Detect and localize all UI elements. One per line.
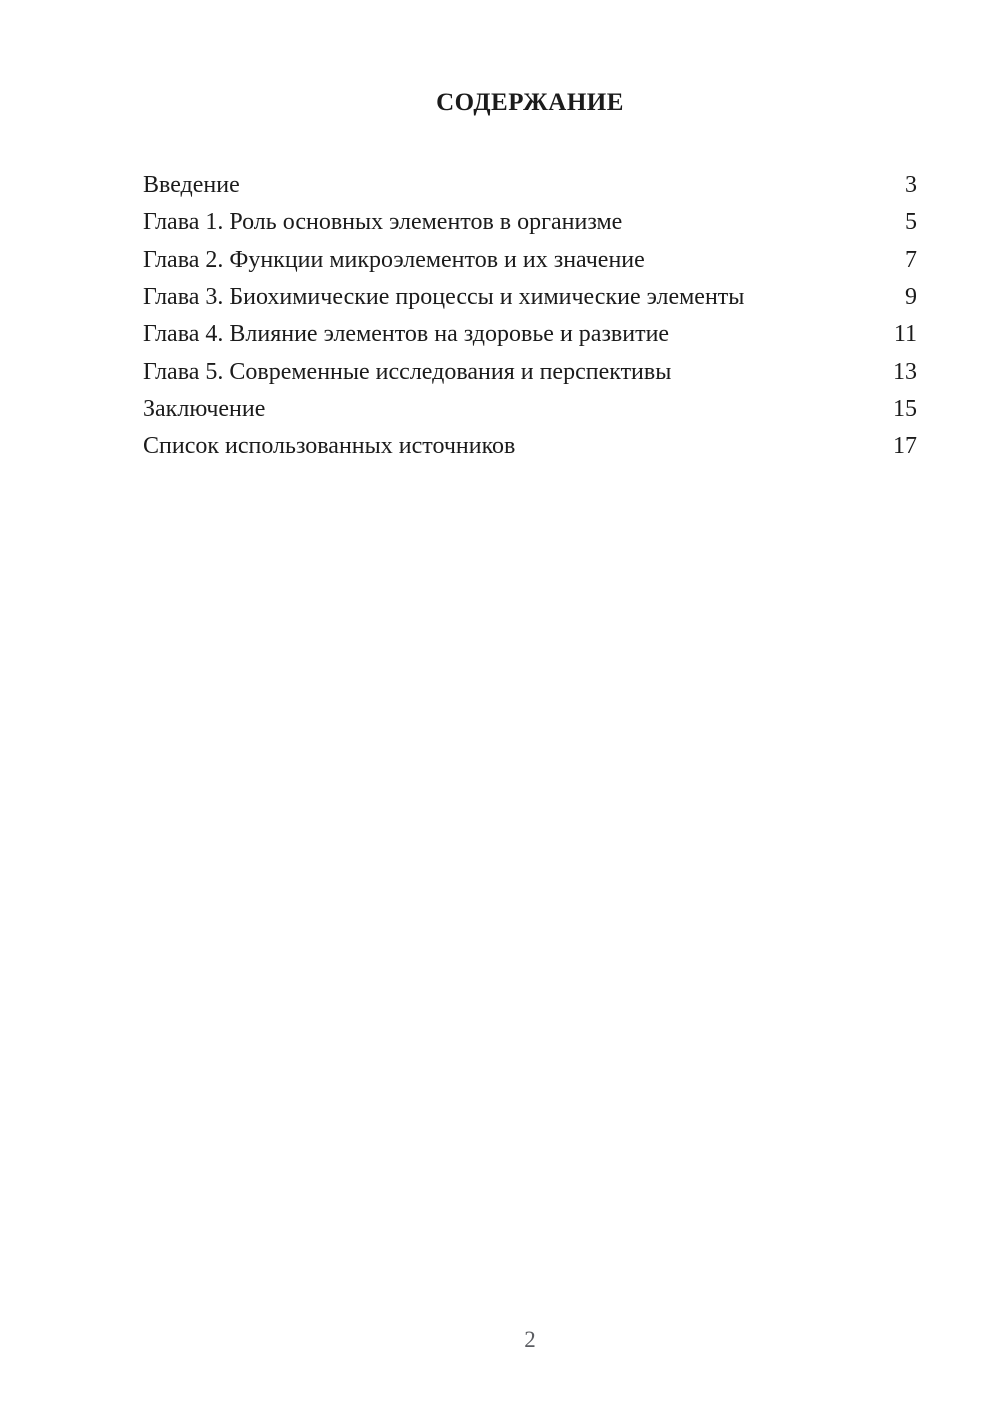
toc-entry-page: 9 [905,284,917,311]
toc-entry-page: 15 [893,396,917,423]
toc-entry-page: 17 [893,433,917,460]
toc-entry-label: Глава 2. Функции микроэлементов и их значение [143,246,645,273]
toc-list [143,167,917,466]
toc-entry-label: Глава 5. Современные исследования и перспективы [143,358,672,385]
toc-entry-page: 11 [893,321,917,348]
toc-entry [143,391,917,428]
toc-entry-label: Введение [143,172,240,198]
toc-entry-label: Заключение [143,396,266,423]
toc-entry [143,428,917,465]
toc-entry [143,204,917,241]
toc-entry [143,316,917,353]
toc-entry-page: 13 [893,358,917,385]
toc-entry-label: Глава 1. Роль основных элементов в организме [143,209,623,236]
toc-entry-label: Список использованных источников [143,433,516,460]
toc-entry-label: Глава 4. Влияние элементов на здоровье и развитие [143,321,670,348]
page-number: 2 [524,1327,536,1352]
toc-entry [143,167,917,204]
toc-entry-label: Глава 3. Биохимические процессы и химические элементы [143,284,745,311]
page-title: СОДЕРЖАНИЕ [436,89,624,116]
toc-entry-page: 7 [905,246,917,273]
toc-entry-page: 5 [905,209,917,236]
page-content [143,0,917,466]
toc-entry-page: 3 [905,172,917,198]
toc-entry [143,354,917,391]
toc-entry [143,242,917,279]
toc-entry [143,279,917,316]
